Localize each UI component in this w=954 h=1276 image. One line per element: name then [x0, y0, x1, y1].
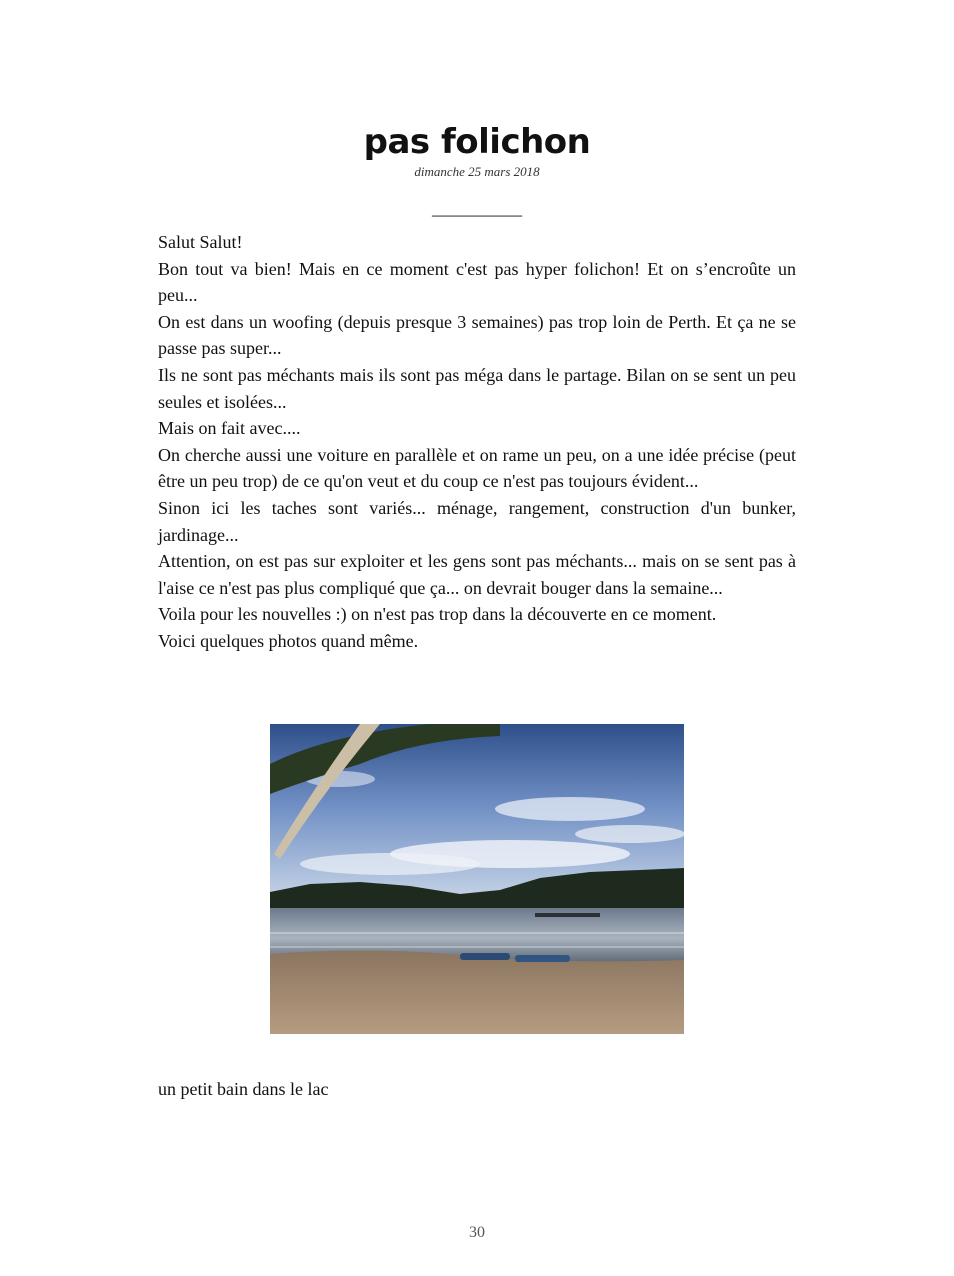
title-separator: __________: [432, 198, 522, 218]
paragraph: Bon tout va bien! Mais en ce moment c'est pas hyper folichon! Et on s’encroûte un peu...: [158, 258, 796, 306]
post-body: [158, 229, 796, 655]
paragraph: Voici quelques photos quand même.: [158, 630, 419, 651]
paragraph: Voila pour les nouvelles :) on n'est pas trop dans la découverte en ce moment.: [158, 604, 717, 625]
page-number: 30: [469, 1224, 485, 1241]
post-title: pas folichon: [363, 122, 591, 162]
photo-caption: un petit bain dans le lac: [158, 1079, 329, 1099]
paragraph: Sinon ici les taches sont variés... ménage, rangement, construction d'un bunker, jardinage...: [158, 497, 796, 545]
lake-photo: [270, 724, 684, 1034]
paragraph: On est dans un woofing (depuis presque 3 semaines) pas trop loin de Perth. Et ça ne se passe pas super...: [158, 311, 796, 359]
paragraph: On cherche aussi une voiture en parallèle et on rame un peu, on a une idée précise (peut être un peu trop) de ce qu'on veut et du coup ce n'est pas toujours évident...: [158, 444, 796, 492]
paragraph: Attention, on est pas sur exploiter et les gens sont pas méchants... mais on se sent pas à l'aise ce n'est pas plus compliqué que ça... on devrait bouger dans la semaine...: [158, 551, 796, 598]
paragraph: Salut Salut!: [158, 232, 243, 252]
paragraph: Ils ne sont pas méchants mais ils sont pas méga dans le partage. Bilan on se sent un peu seules et isolées...: [158, 364, 796, 412]
post-date: dimanche 25 mars 2018: [414, 164, 540, 179]
paragraph: Mais on fait avec....: [158, 418, 301, 439]
